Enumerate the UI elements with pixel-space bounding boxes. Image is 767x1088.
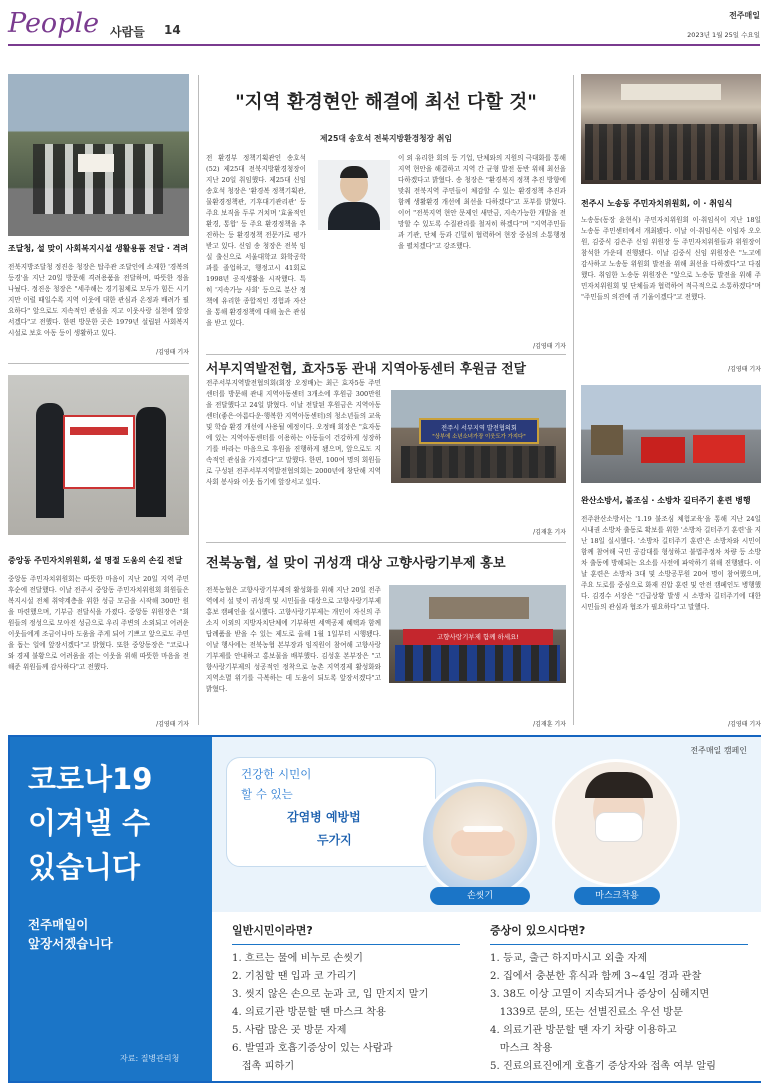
handwash-illustration (420, 779, 540, 899)
mask-illustration (552, 759, 680, 887)
divider (206, 354, 566, 355)
list-item: 1. 흐르는 물에 비누로 손씻기 (232, 953, 363, 964)
list2-rule (490, 944, 748, 945)
list-item: 2. 집에서 충분한 휴식과 함께 3~4일 경과 관찰 (490, 971, 702, 982)
column-divider (573, 75, 574, 725)
feature-col2: 이 외 유리한 회의 등 기업, 단체와의 지원의 극대화를 통해 지역 현안을 해결하고 지역 간 균형 발전 동반 위해 최선을 다하겠다고 밝혔다. 송 청장은 "환경복지 정책 추진 방향에 맞춰 전북지역 주민들이 체감할 수 있는 환경정책 추진과 함께 생활환경 개선에 최선을 다하겠다"고 포부를 밝혔다. 이어 "전북지역 현안 문제인 새만금, 지속가능한 개발을 전망할 수 있도록 수질관리를 철저히 하겠다"며 "지역주민들과 기관, 단체 등과 긴밀히 협력하여 현장 중심의 소통행정을 펼치겠다"고 강조했다. (398, 154, 566, 250)
list2-title: 증상이 있으시다면? (490, 924, 586, 937)
divider (8, 363, 189, 364)
list-item: 2. 기침할 땐 입과 코 가리기 (232, 971, 357, 982)
middle1-byline: /김재훈 기자 (533, 529, 566, 536)
ad-list-area (212, 912, 761, 1081)
section-title-ko: 사람들 (110, 25, 145, 39)
ad-source: 자료: 질병관리청 (120, 1054, 180, 1063)
portrait-song-hoseok (318, 160, 390, 230)
list1-title: 일반시민이라면? (232, 924, 313, 937)
list2 (490, 950, 758, 1076)
ad-left-panel (10, 737, 212, 1081)
right2-body: 전주완산소방서는 '1.19 불조심 체험교육'을 통해 지난 24일 시내권 소방차 출동로 확보를 위한 '소방차 길터주기 훈련'을 지난 18일 실시했다. '소방차 길터주기 훈련'은 소방차와 시민이 함께 참여해 국민 공감대를 형성하고 불법주정차 차량 등 소방차 출동에 방해되는 요소를 사전에 파악하기 위해 진행됐다. 이날 훈련은 소방차 3대 및 소방공무원 20여 명이 참여했으며, 주요 도로를 중심으로 화재 진압 훈련 및 안전 캠페인도 병행했다. 김경수 서장은 "긴급상황 발생 시 소방차 길터주기에 대한 시민들의 관심과 협조가 필요하다"고 말했다. (581, 515, 761, 611)
ad-speech-bubble (226, 757, 436, 867)
list-item: 1. 등교, 출근 하지마시고 외출 자제 (490, 953, 648, 964)
right2-caption: 완산소방서, 불조심 · 소방차 길터주기 훈련 병행 (581, 496, 751, 505)
right2-byline: /김영태 기자 (728, 721, 761, 728)
left2-byline: /김영태 기자 (156, 721, 189, 728)
list-item: 5. 진료의료진에게 호흡기 증상자와 접촉 여부 알림 (490, 1061, 716, 1072)
west-council-banner-sub: "상부에 소년소녀가장 이웃도가 가지다" (432, 434, 526, 440)
bubble-line2: 할 수 있는 (241, 787, 293, 801)
middle1-body: 전주서부지역발전협의회(회장 오정배)는 최근 효자5동 주민센터를 방문해 관내 지역아동센터 3개소에 후원금 300만원을 전달했다고 24일 밝혔다. 이날 전달된 후원금은 지역아동센터(좋은·아름다운·행복한 지역아동센터)의 청소년들의 교육 및 학습 환경 개선에 사용될 예정이다. 오정배 회장은 "효자동에 있는 지역아동센터를 이용하는 아동들이 건강하게 성장하기를 바라는 마음으로 후원을 진행하게 됐으며, 앞으로도 지속적인 관심을 가지겠다"고 말했다. 한편, 100여 명의 회원들로 구성된 전주서부지역발전협의회는 2000년에 창단해 지역사회 봉사와 이웃 돕기에 앞장서고 있다. (206, 379, 381, 486)
photo-procurement-visit (8, 74, 189, 236)
badge-mask: 마스크착용 (574, 887, 660, 905)
list-item: 4. 의료기관 방문할 땐 자기 차량 이용하고 (490, 1025, 677, 1036)
right1-caption: 전주시 노송동 주민자치위원회, 이 · 취임식 (581, 199, 733, 208)
middle2-byline: /김재훈 기자 (533, 721, 566, 728)
right1-body: 노송동(동장 윤현식) 주민자치위원회 이·취임식이 지난 18일 노송동 주민센터에서 개최됐다. 이날 이·취임식은 이임자 오오원, 김중식 김은주 신임 위원장 등 주민자치위원들과 위원장이 참석한 가운데 진행됐다. 이날 김중식 신임 위원장은 "노고에 감사하고 노송동 위원회 발전을 위해 최선을 다하겠다"고 다짐했다. 취임한 노송동 위원장은 "앞으로 노송동 발전을 위해 주민자치위원회 및 단체들과 협력하여 적극적으로 소통하겠다"며 "주민들의 의견에 귀 기울이겠다"고 전했다. (581, 216, 761, 301)
photo-nosong-ceremony (581, 74, 761, 184)
masthead (8, 6, 760, 44)
list-item: 마스크 착용 (490, 1043, 553, 1054)
bubble-line1: 건강한 시민이 (241, 767, 312, 781)
column-divider (198, 75, 199, 725)
left2-caption: 중앙동 주민자치위원회, 설 명절 도움의 손길 전달 (8, 556, 183, 565)
photo-west-council (391, 390, 566, 483)
left1-body: 전북지방조달청 정진응 청장은 탑주관 조달인에 소재한 '경복의 등경'을 지난 20일 방문해 격려용품을 전달하며, 따뜻한 정을 나눴다. 정진응 청장은 "세주해는 경기침체로 모두가 힘든 시기지만 이럴 때일수록 지역 이웃에 대한 관심과 온정과 배려가 필요하다" 앞으로도 지속적인 관심을 지고 이웃사랑 실천에 앞장서겠다"고 전했다. 한편 방문한 곳은 1979년 설립된 사회복지시설로 보호 아동 등이 생활하고 있다. (8, 263, 189, 337)
right1-byline: /김영태 기자 (728, 366, 761, 373)
covid-campaign-ad (8, 735, 761, 1083)
paper-name: 전주매일 (729, 11, 760, 20)
list1-rule (232, 944, 460, 945)
photo-donation (8, 375, 189, 535)
list-item: 3. 씻지 않은 손으로 눈과 코, 입 만지지 말기 (232, 989, 429, 1000)
divider (206, 542, 566, 543)
middle2-body: 전북농협은 고향사랑기부제의 활성화를 위해 지난 20일 전주역에서 설 맞이 귀성객 및 시민들을 대상으로 고향사랑기부제 홍보 캠페인을 실시했다. 고향사랑기부제는 개인이 자신의 주소지 이외의 지방자치단체에 기부하면 세액공제 혜택과 함께 답례품을 받을 수 있는 제도로 올해 1월 1일부터 시행됐다. 이날 행사에는 전북농협 본부장과 임직원이 참여해 고향사랑기부제를 안내하고 홍보물을 배부했다. 김성훈 본부장은 "고향사랑기부제의 성공적인 정착으로 농촌 지역경제 활성화와 지역소멸 위기를 극복하는 데 도움이 되도록 앞장서겠다"고 밝혔다. (206, 586, 381, 693)
ad-paper-line: 전주매일이 앞장서겠습니다 (28, 917, 113, 951)
feature-byline: /김영태 기자 (533, 343, 566, 350)
photo-fire-drill (581, 385, 761, 483)
feature-title: "지역 환경현안 해결에 최선 다할 것" (235, 92, 537, 113)
badge-handwash: 손씻기 (430, 887, 530, 905)
bubble-line4: 두가지 (317, 833, 352, 847)
list-item: 3. 38도 이상 고열이 지속되거나 증상이 심해지면 (490, 989, 710, 1000)
nonghyup-banner: 고향사랑기부제 함께 하세요! (436, 633, 520, 641)
list1 (232, 950, 472, 1076)
list-item: 접촉 피하기 (232, 1061, 295, 1072)
west-council-banner: 전주시 서부지역 발전협의회 (441, 425, 517, 432)
feature-col1-top: 전 환경부 정책기획관인 송호석(52) 제25대 전북지방환경청장이 지난 20일 취임했다. 제25대 신임 송호석 청장은 '환경복 정책기획관, 물환경정책관, 기후대기관리관' 등 주요 보직을 두루 거치며 '효율적인 환경, 통합' 등 주요 환경정책을 추진하는 등 환경정책 전문가로 평가받고 있다. 신임 송 청장은 전북 임실 출신으로 서울대학교 화학공학과를 졸업하고, 행정고시 41회로 1998년 공직생활을 시작했다. 특히 '지속가능 사회' 등으로 분산 정책에 유리한 종합적인 경험과 자산을 통해 환경정책에 대해 높은 관심을 받고 있다. (206, 154, 306, 327)
middle2-title: 전북농협, 설 맞이 귀성객 대상 고향사랑기부제 홍보 (206, 556, 506, 571)
left1-byline: /김영태 기자 (156, 349, 189, 356)
bubble-line3: 감염병 예방법 (287, 810, 361, 824)
feature-subtitle: 제25대 송호석 전북지방환경청장 취임 (320, 134, 452, 143)
list-item: 1339로 문의, 또는 선별진료소 우선 방문 (490, 1007, 683, 1018)
ad-headline: 코로나19 이겨낼 수 있습니다 (28, 762, 153, 884)
list-item: 4. 의료기관 방문할 땐 마스크 착용 (232, 1007, 386, 1018)
header-rule (8, 44, 760, 46)
middle1-title: 서부지역발전협, 효자5동 관내 지역아동센터 후원금 전달 (206, 362, 526, 377)
left2-body: 중앙동 주민자치위원회는 따뜻한 마음이 지난 20일 지역 주민 후순에 전달했다. 이날 전주시 중앙동 주민자치위원회 회원들은 복지시설 전체 취약계층을 위한 성금 모금을 시작해 300만 원을 마련했으며, 기부금 전달식을 가졌다. 중앙동 위원장은 "회원들의 정성으로 모아진 성금으로 우리 주변의 소외되고 어려운 이웃들에게 조금이나마 도움을 주게 되어 기쁘고 앞으로도 주민을 돕는 일에 앞장서겠다"고 밝혔다. 또한 중앙동장은 "코로나와 경제 불황으로 어려움을 겪는 이웃을 위해 따뜻한 마음을 전해준 위원들께 감사하다"고 전했다. (8, 575, 189, 671)
list-item: 5. 사람 많은 곳 방문 자제 (232, 1025, 347, 1036)
photo-nonghyup-campaign (389, 585, 566, 683)
left1-caption: 조달청, 설 맞이 사회복지시설 생활용품 전달 · 격려 (8, 244, 189, 253)
list-item: 6. 발열과 호흡기증상이 있는 사람과 (232, 1043, 393, 1054)
page-number: 14 (164, 23, 181, 37)
ad-top-area (212, 737, 761, 912)
section-title-en: People (8, 8, 100, 39)
ad-campaign-label: 전주매일 캠페인 (690, 746, 747, 755)
issue-date: 2023년 1월 25일 수요일 (687, 31, 760, 39)
